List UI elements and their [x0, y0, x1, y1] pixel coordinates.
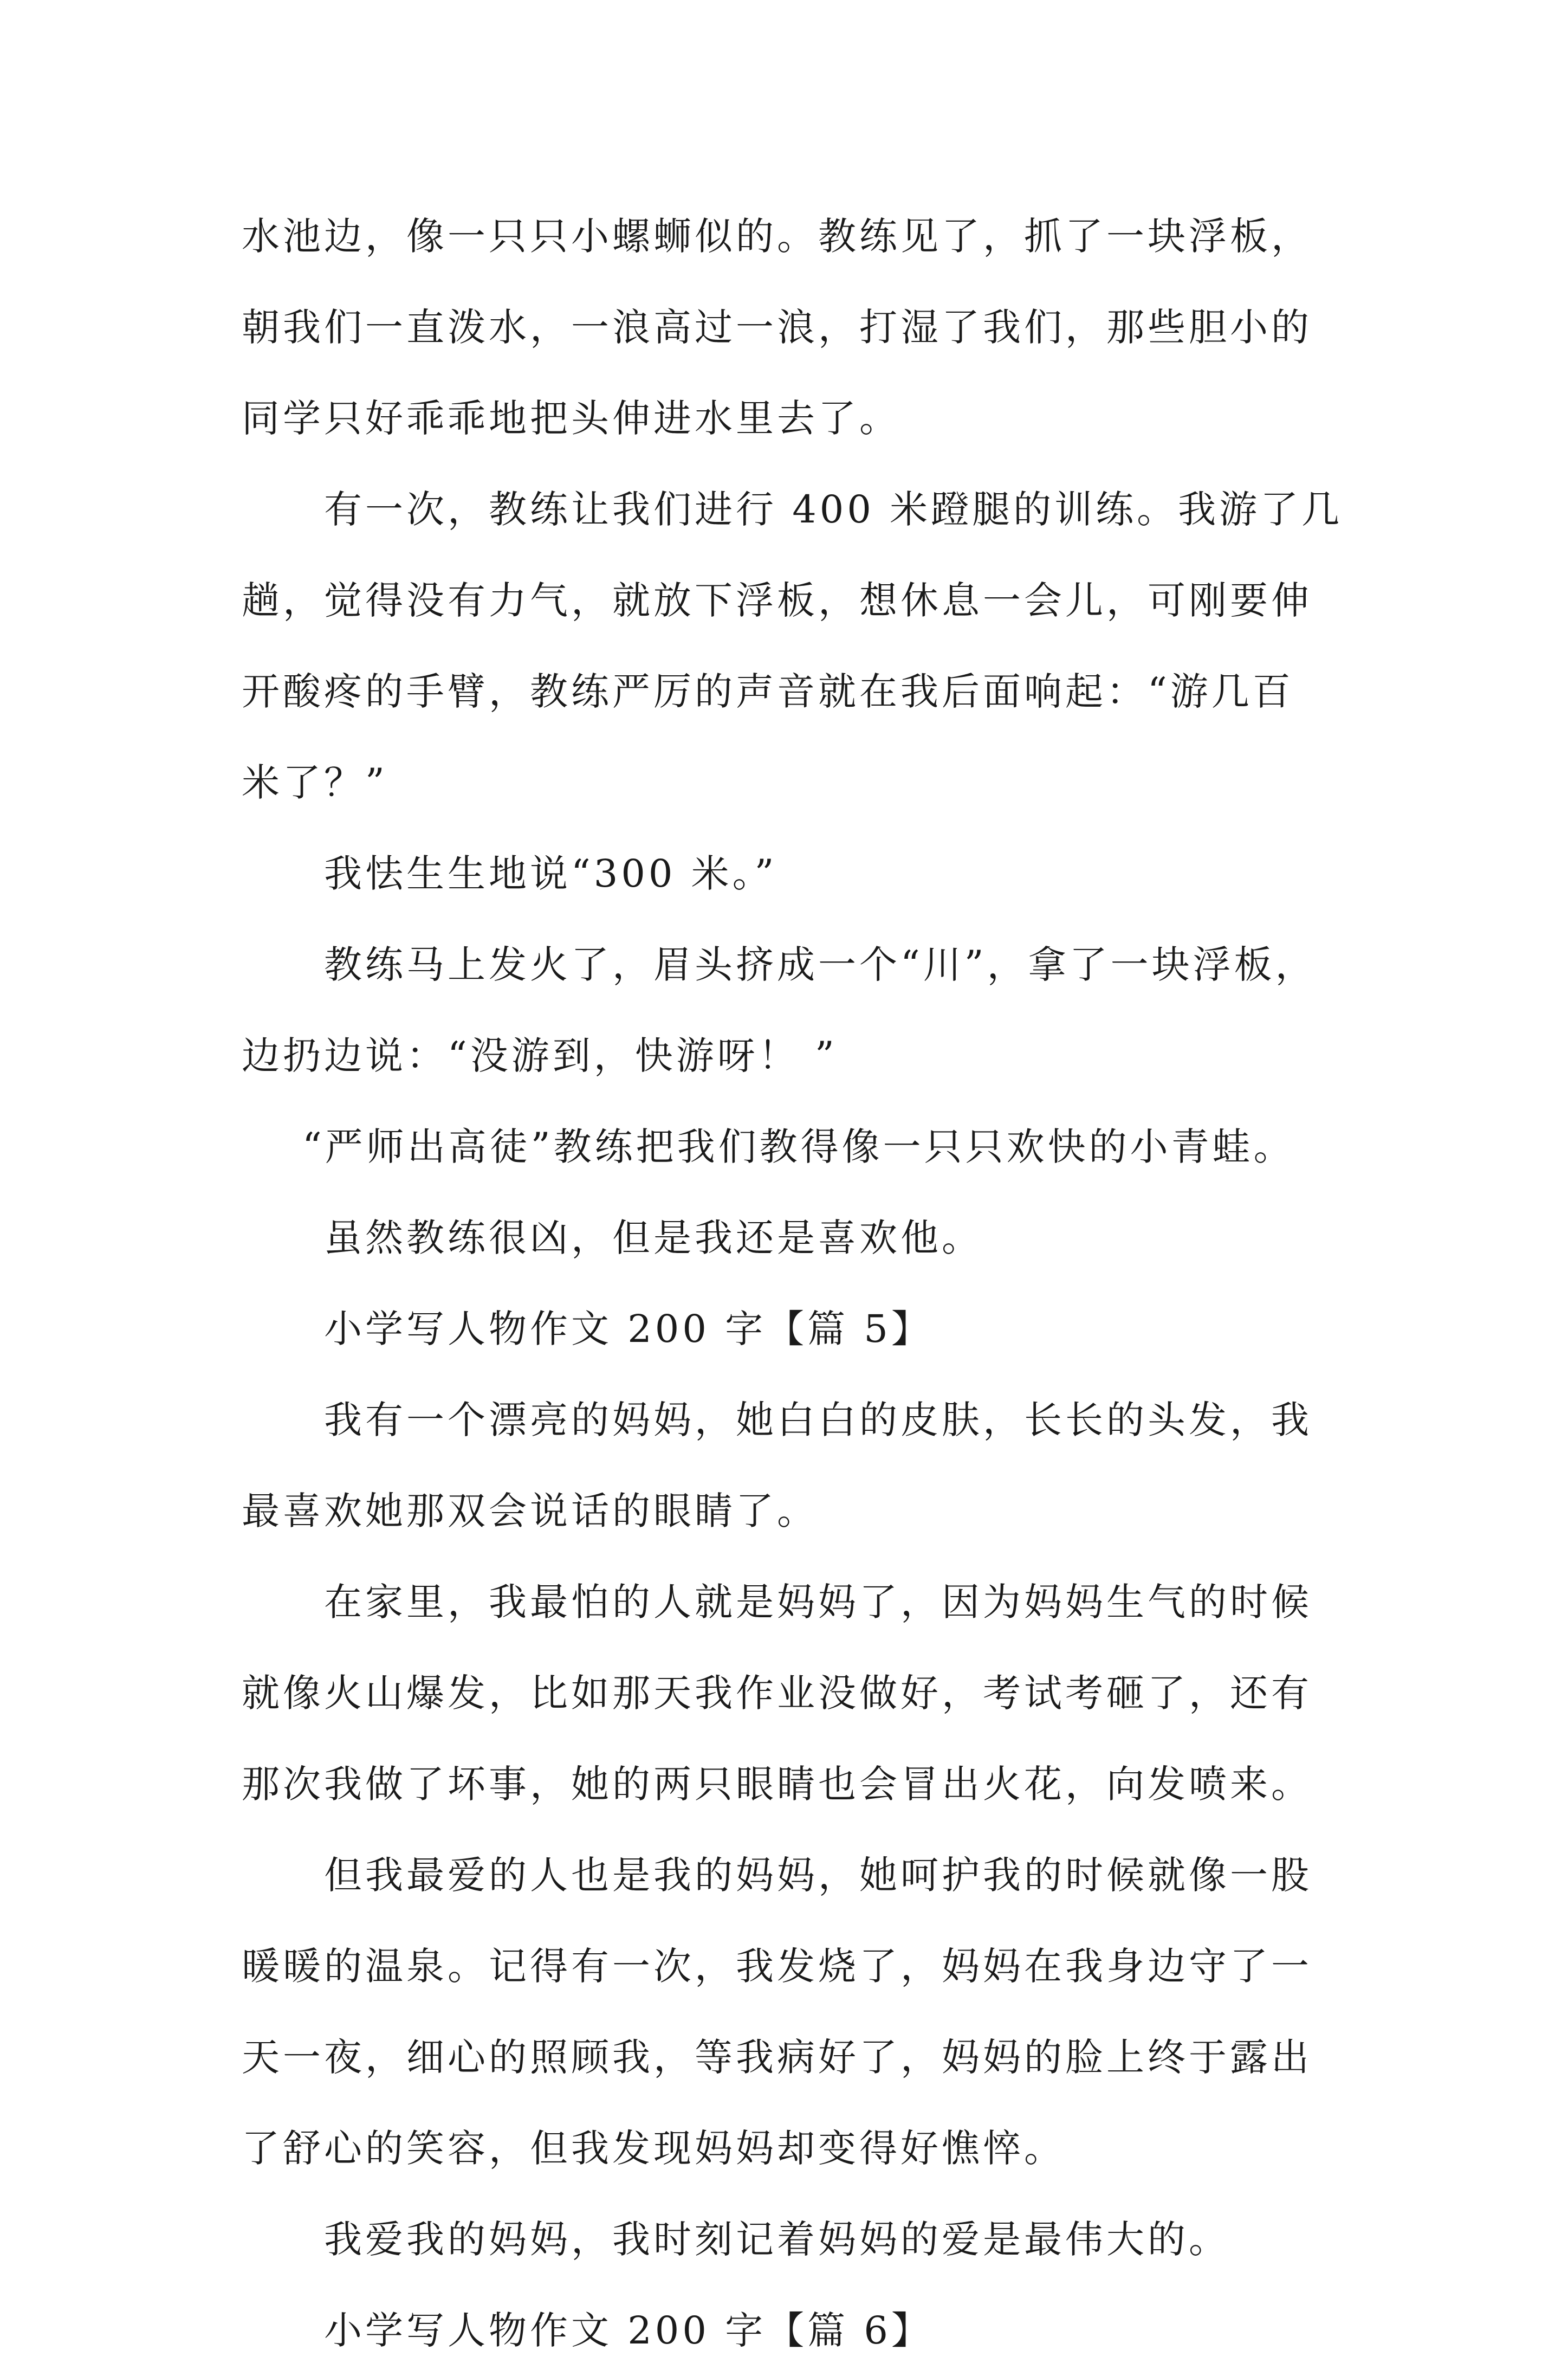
section-heading: 小学写人物作文 200 字【篇 6】 [324, 2308, 932, 2353]
text-line: 米了？” [242, 760, 388, 805]
text-line: 天一夜，细心的照顾我，等我病好了，妈妈的脸上终于露出 [242, 2035, 1312, 2080]
text-line: 了舒心的笑容，但我发现妈妈却变得好憔悴。 [242, 2126, 1065, 2171]
section-heading: 小学写人物作文 200 字【篇 5】 [324, 1307, 932, 1351]
text-line: 同学只好乖乖地把头伸进水里去了。 [242, 396, 900, 441]
text-line: 边扔边说：“没游到，快游呀！ ” [242, 1034, 838, 1078]
text-line: 开酸疼的手臂，教练严厉的声音就在我后面响起：“游几百 [242, 669, 1294, 714]
text-line: 就像火山爆发，比如那天我作业没做好，考试考砸了，还有 [242, 1671, 1312, 1715]
paragraph-start-line: 我爱我的妈妈，我时刻记着妈妈的爱是最伟大的。 [324, 2217, 1230, 2262]
paragraph-start-line: 有一次，教练让我们进行 400 米蹬腿的训练。我游了几 [324, 487, 1343, 532]
paragraph-start-line: 虽然教练很凶，但是我还是喜欢他。 [324, 1216, 983, 1260]
article-body [242, 191, 1352, 2376]
paragraph-start-line: 我有一个漂亮的妈妈，她白白的皮肤，长长的头发，我 [324, 1398, 1312, 1442]
text-line: 趟，觉得没有力气，就放下浮板，想休息一会儿，可刚要伸 [242, 578, 1312, 623]
text-line: 朝我们一直泼水，一浪高过一浪，打湿了我们，那些胆小的 [242, 305, 1312, 350]
text-line: 暖暖的温泉。记得有一次，我发烧了，妈妈在我身边守了一 [242, 1944, 1312, 1988]
paragraph-start-line: “严师出高徒”教练把我们教得像一只只欢快的小青蛙。 [302, 1125, 1295, 1169]
paragraph-start-line: 我怯生生地说“300 米。” [324, 851, 777, 896]
paragraph-start-line: 但我最爱的人也是我的妈妈，她呵护我的时候就像一股 [324, 1853, 1312, 1897]
text-line: 那次我做了坏事，她的两只眼睛也会冒出火花，向发喷来。 [242, 1762, 1312, 1806]
text-line: 最喜欢她那双会说话的眼睛了。 [242, 1489, 818, 1533]
text-line: 水池边，像一只只小螺蛳似的。教练见了，抓了一块浮板， [242, 214, 1312, 259]
paragraph-start-line: 教练马上发火了，眉头挤成一个“川”，拿了一块浮板， [324, 942, 1317, 987]
paragraph-start-line: 在家里，我最怕的人就是妈妈了，因为妈妈生气的时候 [324, 1580, 1312, 1624]
